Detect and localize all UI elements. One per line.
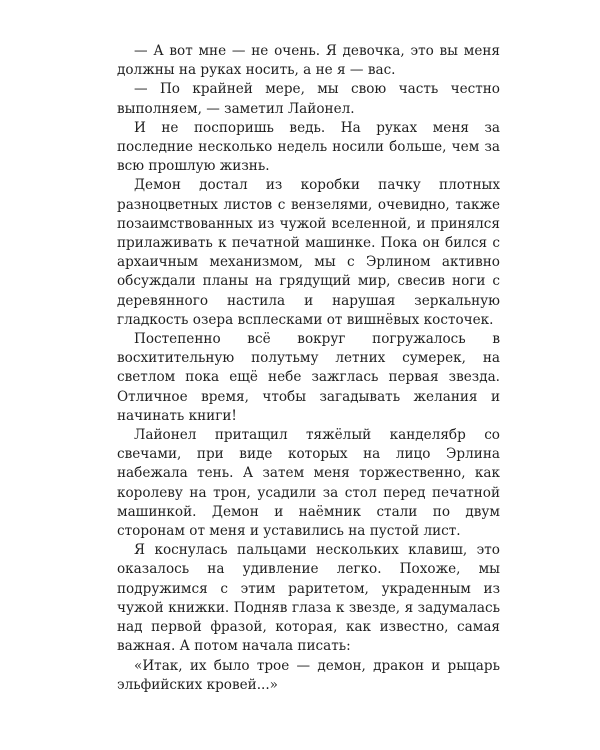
paragraph: — А вот мне — не очень. Я девочка, это вы меня должны на руках носить, а не я — вас. <box>117 43 500 79</box>
paragraph: — По крайней мере, мы свою часть честно выполняем, — заметил Лайонел. <box>117 81 500 117</box>
paragraph: «Итак, их было трое — демон, дракон и рыцарь эльфийских кровей...» <box>117 657 500 693</box>
page-text-block <box>117 42 500 695</box>
paragraph: Постепенно всё вокруг погружалось в восхитительную полутьму летних сумерек, на светлом пока ещё небе зажглась первая звезда. Отличное время, чтобы загадывать желания и начинать книги! <box>117 331 500 424</box>
paragraph: И не поспоришь ведь. На руках меня за последние несколько недель носили больше, чем за всю прошлую жизнь. <box>117 119 500 175</box>
paragraph: Демон достал из коробки пачку плотных разноцветных листов с вензелями, очевидно, также позаимствованных из чужой вселенной, и принялся прилаживать к печатной машинке. Пока он бился с архаичным механизмом, мы с Эрлином активно обсуждали планы на грядущий мир, свесив ноги с деревянного настила и нарушая зеркальную гладкость озера всплесками от вишнёвых косточек. <box>117 177 500 328</box>
paragraph: Я коснулась пальцами нескольких клавиш, это оказалось на удивление легко. Похоже, мы подружимся с этим раритетом, украденным из чужой книжки. Подняв глаза к звезде, я задумалась над первой фразой, которая, как известно, самая важная. А потом начала писать: <box>117 542 500 655</box>
paragraph: Лайонел притащил тяжёлый канделябр со свечами, при виде которых на лицо Эрлина набежала тень. А затем меня торжественно, как королеву на трон, усадили за стол перед печатной машинкой. Демон и наёмник стали по двум сторонам от меня и уставились на пустой лист. <box>117 427 500 540</box>
